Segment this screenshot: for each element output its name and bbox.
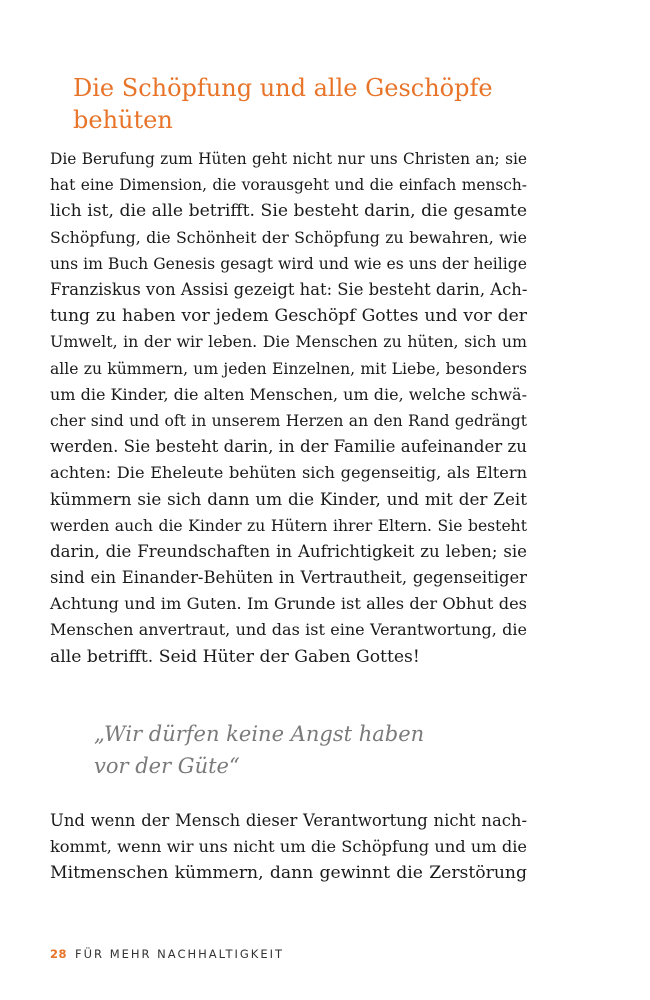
text-line: um die Kinder, die alten Menschen, um die, welche schwä- [50, 384, 527, 404]
text-line: werden. Sie besteht darin, in der Familie aufeinander zu [50, 437, 527, 457]
running-title: FÜR MEHR NACHHALTIGKEIT [75, 947, 285, 961]
text-line: darin, die Freundschaften in Aufrichtigkeit zu leben; sie [50, 541, 527, 561]
heading-line: Die Schöpfung und alle Geschöpfe [73, 74, 493, 102]
text-line: achten: Die Eheleute behüten sich gegenseitig, als Eltern [50, 463, 527, 483]
page-footer [50, 947, 284, 961]
text-line: alle zu kümmern, um jeden Einzelnen, mit Liebe, besonders [50, 359, 527, 378]
text-line: kümmern sie sich dann um die Kinder, und mit der Zeit [50, 489, 527, 510]
text-line: Schöpfung, die Schönheit der Schöpfung zu bewahren, wie [50, 227, 527, 247]
text-line: Umwelt, in der wir leben. Die Menschen zu hüten, sich um [50, 332, 527, 352]
text-line: kommt, wenn wir uns nicht um die Schöpfung und um die [50, 837, 527, 857]
text-line: werden auch die Kinder zu Hütern ihrer Eltern. Sie besteht [50, 516, 527, 535]
text-line: alle betrifft. Seid Hüter der Gaben Gottes! [50, 646, 420, 667]
heading-line: behüten [73, 106, 173, 134]
section-heading [73, 72, 493, 136]
text-line: Mitmenschen kümmern, dann gewinnt die Zerstörung [50, 863, 527, 884]
pull-quote-line: vor der Güte“ [94, 754, 240, 778]
text-line: lich ist, die alle betrifft. Sie besteht darin, die gesamte [50, 201, 527, 222]
text-line: sind ein Einander-Behüten in Vertrautheit, gegenseitiger [50, 568, 527, 587]
text-line: hat eine Dimension, die vorausgeht und die einfach mensch- [50, 176, 527, 195]
text-line: Menschen anvertraut, und das ist eine Verantwortung, die [50, 620, 527, 640]
body-paragraph [50, 808, 527, 887]
page-number: 28 [50, 947, 68, 961]
text-line: Die Berufung zum Hüten geht nicht nur uns Christen an; sie [50, 150, 527, 168]
body-paragraph [50, 146, 527, 670]
pull-quote [94, 718, 494, 782]
pull-quote-line: „Wir dürfen keine Angst haben [94, 722, 425, 746]
text-line: Achtung und im Guten. Im Grunde ist alles der Obhut des [50, 594, 527, 614]
text-line: cher sind und oft in unserem Herzen an den Rand gedrängt [50, 411, 527, 430]
text-line: Franziskus von Assisi gezeigt hat: Sie besteht darin, Ach- [50, 279, 528, 299]
text-line: uns im Buch Genesis gesagt wird und wie es uns der heilige [50, 254, 527, 273]
text-line: tung zu haben vor jedem Geschöpf Gottes und vor der [50, 306, 527, 327]
text-line: Und wenn der Mensch dieser Verantwortung nicht nach- [50, 811, 527, 830]
